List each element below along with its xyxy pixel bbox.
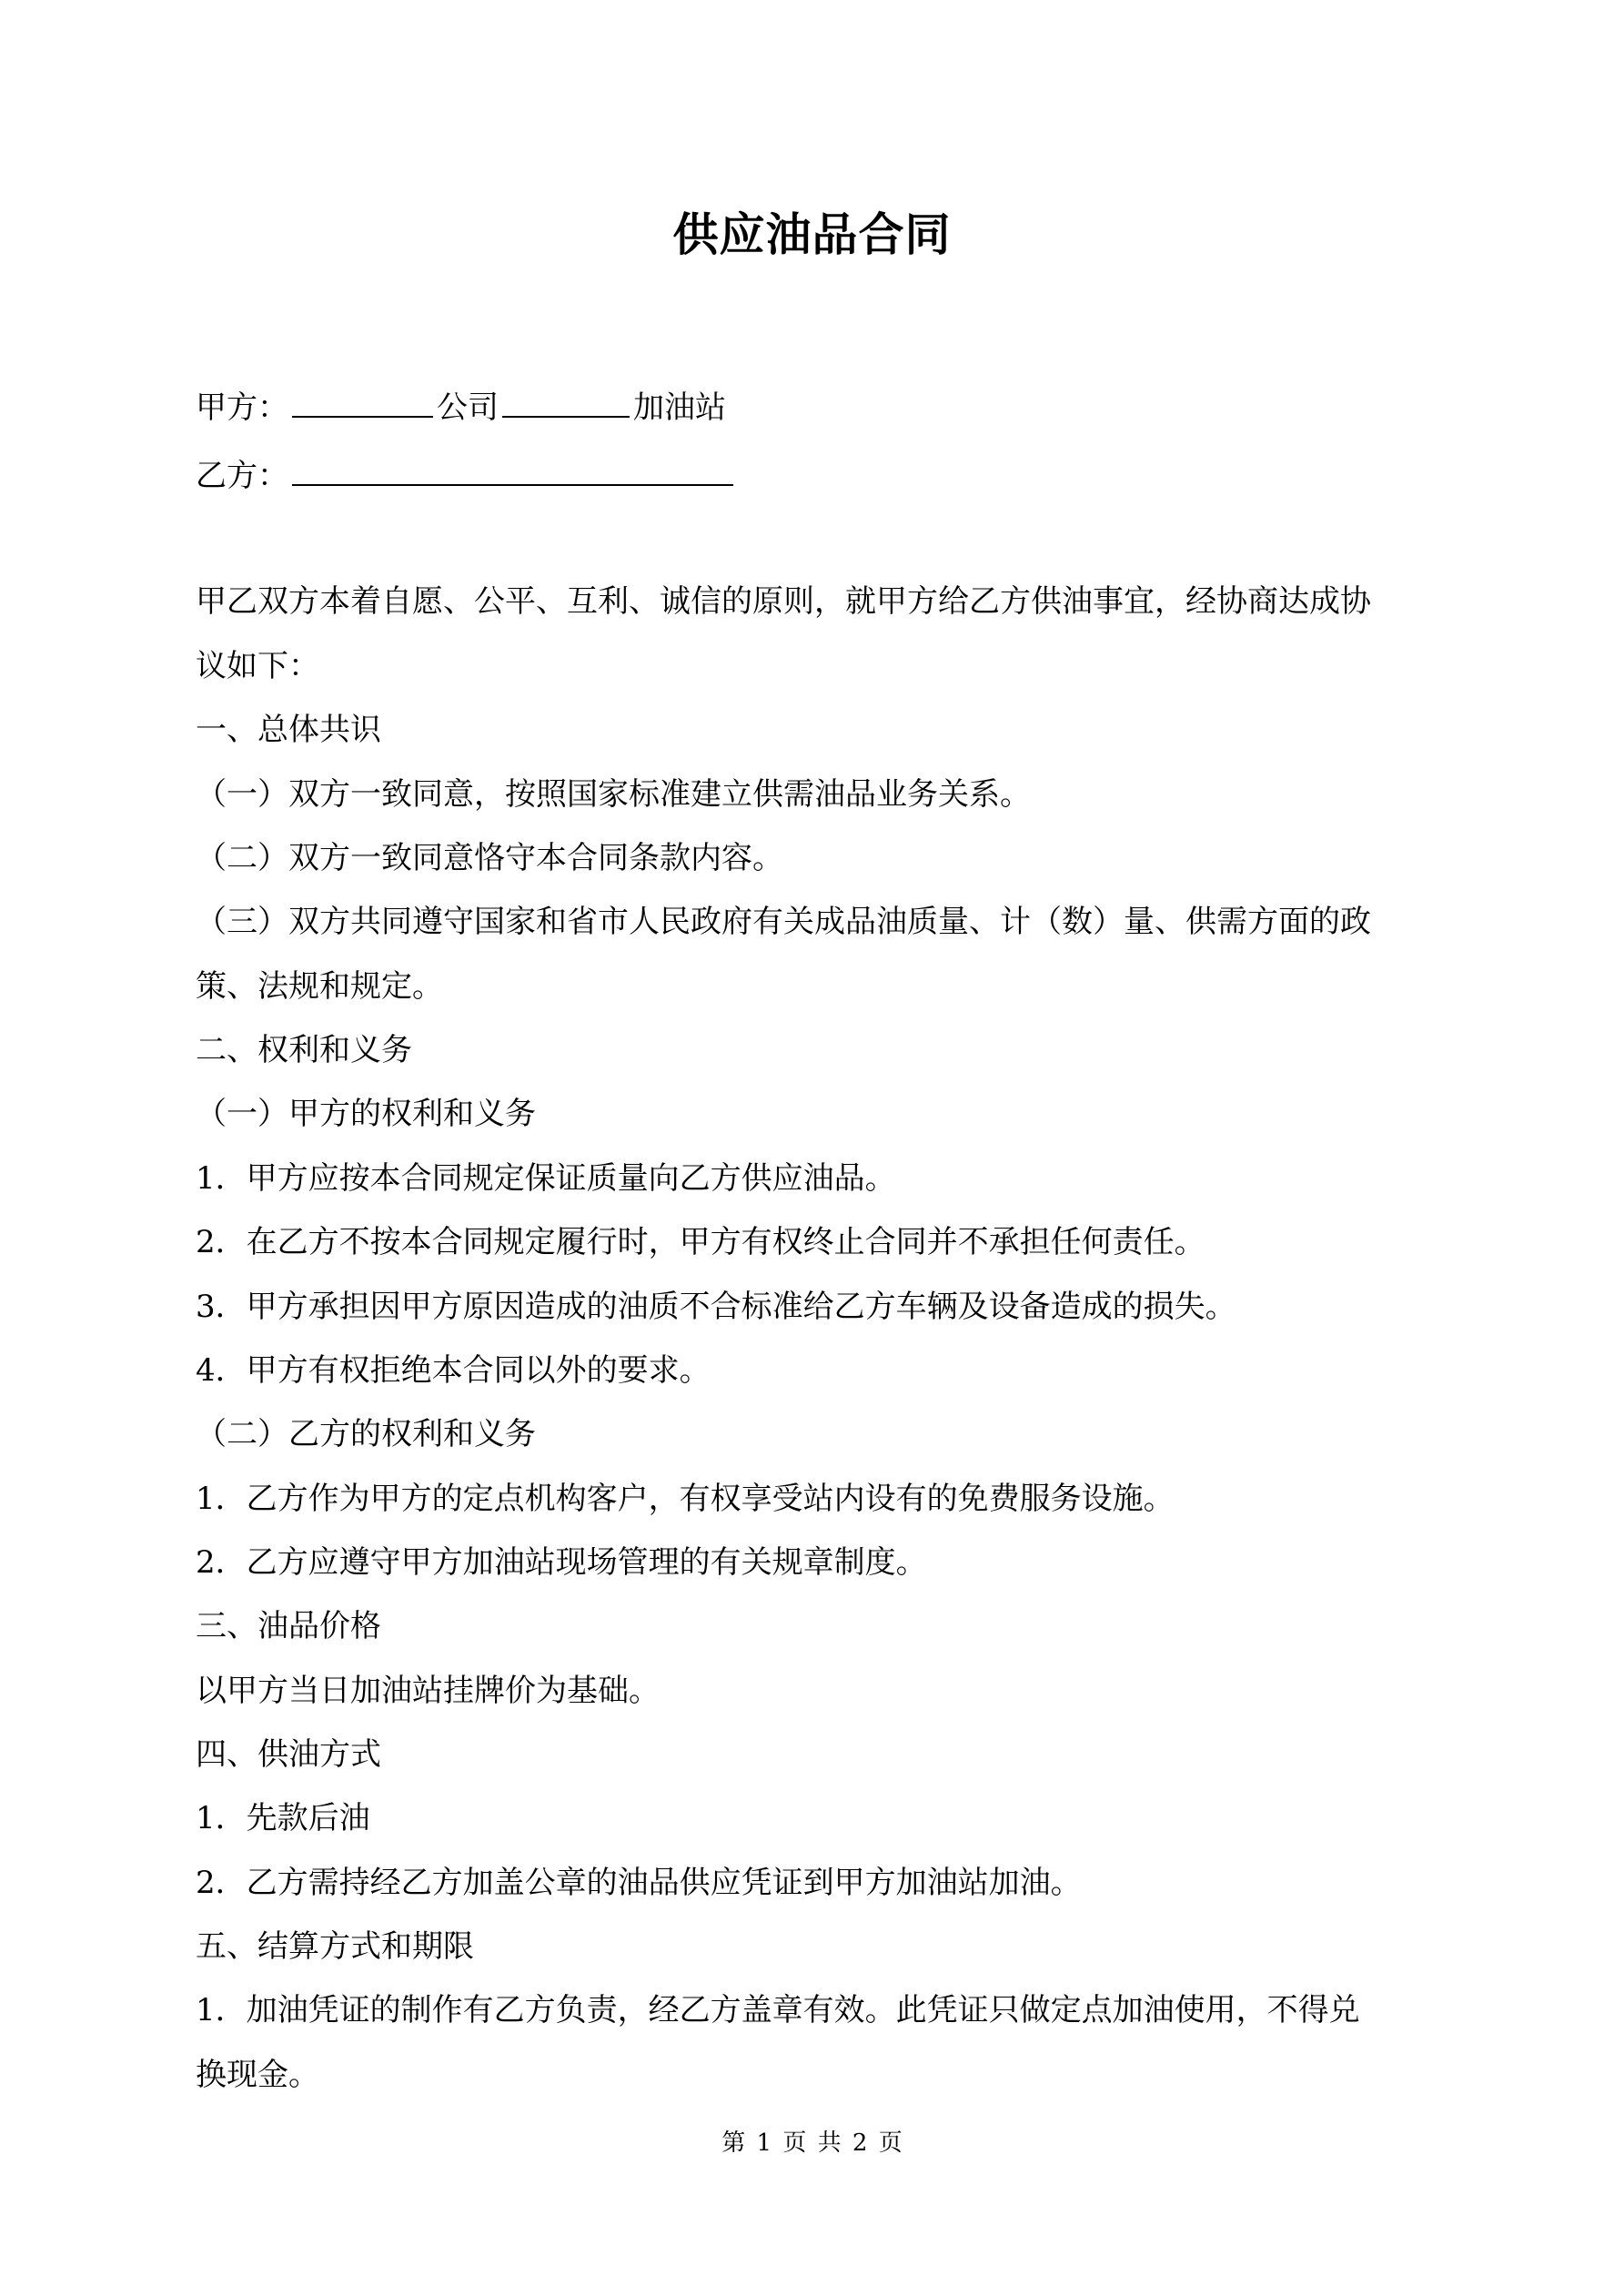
section-5-item-1-line-2: 换现金。 — [196, 2057, 319, 2093]
party-a-station-blank[interactable] — [502, 379, 630, 418]
party-b-name-blank[interactable] — [292, 448, 733, 486]
section-4-heading: 四、供油方式 — [196, 1736, 381, 1773]
section-2-heading: 二、权利和义务 — [196, 1032, 412, 1068]
section-5-item-1-line-1: 1．加油凭证的制作有乙方负责，经乙方盖章有效。此凭证只做定点加油使用，不得兑 — [196, 1992, 1360, 2028]
section-2-party-a-item-2: 2．在乙方不按本合同规定履行时，甲方有权终止合同并不承担任何责任。 — [196, 1224, 1205, 1260]
document-title: 供应油品合同 — [672, 208, 952, 261]
section-2-party-a-item-4: 4．甲方有权拒绝本合同以外的要求。 — [196, 1352, 711, 1389]
section-1-item-1: （一）双方一致同意，按照国家标准建立供需油品业务关系。 — [196, 776, 1031, 813]
section-2-party-a-item-3: 3．甲方承担因甲方原因造成的油质不合标准给乙方车辆及设备造成的损失。 — [196, 1289, 1236, 1325]
section-1-item-3-line-1: （三）双方共同遵守国家和省市人民政府有关成品油质量、计（数）量、供需方面的政 — [196, 904, 1371, 940]
party-b-label: 乙方： — [196, 458, 288, 494]
section-4-item-2: 2．乙方需持经乙方加盖公章的油品供应凭证到甲方加油站加油。 — [196, 1865, 1082, 1901]
party-a-company-suffix: 公司 — [437, 389, 499, 426]
party-a-station-suffix: 加油站 — [633, 389, 726, 426]
page-number-footer: 第 1 页 共 2 页 — [721, 2129, 903, 2157]
section-5-heading: 五、结算方式和期限 — [196, 1928, 474, 1965]
section-1-item-2: （二）双方一致同意恪守本合同条款内容。 — [196, 840, 783, 876]
intro-line-2: 议如下： — [196, 648, 319, 684]
section-2-party-b-item-1: 1．乙方作为甲方的定点机构客户，有权享受站内设有的免费服务设施。 — [196, 1481, 1175, 1517]
intro-line-1: 甲乙双方本着自愿、公平、互利、诚信的原则，就甲方给乙方供油事宜，经协商达成协 — [196, 583, 1371, 620]
section-2-party-b-item-2: 2．乙方应遵守甲方加油站现场管理的有关规章制度。 — [196, 1544, 927, 1581]
section-1-heading: 一、总体共识 — [196, 712, 381, 748]
section-3-text: 以甲方当日加油站挂牌价为基础。 — [196, 1673, 660, 1709]
section-4-item-1: 1．先款后油 — [196, 1800, 370, 1836]
section-2-sub-1: （一）甲方的权利和义务 — [196, 1096, 536, 1132]
section-2-sub-2: （二）乙方的权利和义务 — [196, 1416, 536, 1452]
party-b-line — [196, 444, 1451, 508]
section-3-heading: 三、油品价格 — [196, 1608, 381, 1644]
section-1-item-3-line-2: 策、法规和规定。 — [196, 968, 443, 1005]
party-a-company-blank[interactable] — [292, 379, 433, 418]
section-2-party-a-item-1: 1．甲方应按本合同规定保证质量向乙方供应油品。 — [196, 1160, 896, 1197]
party-a-label: 甲方： — [196, 389, 288, 426]
party-a-line — [196, 376, 1451, 440]
